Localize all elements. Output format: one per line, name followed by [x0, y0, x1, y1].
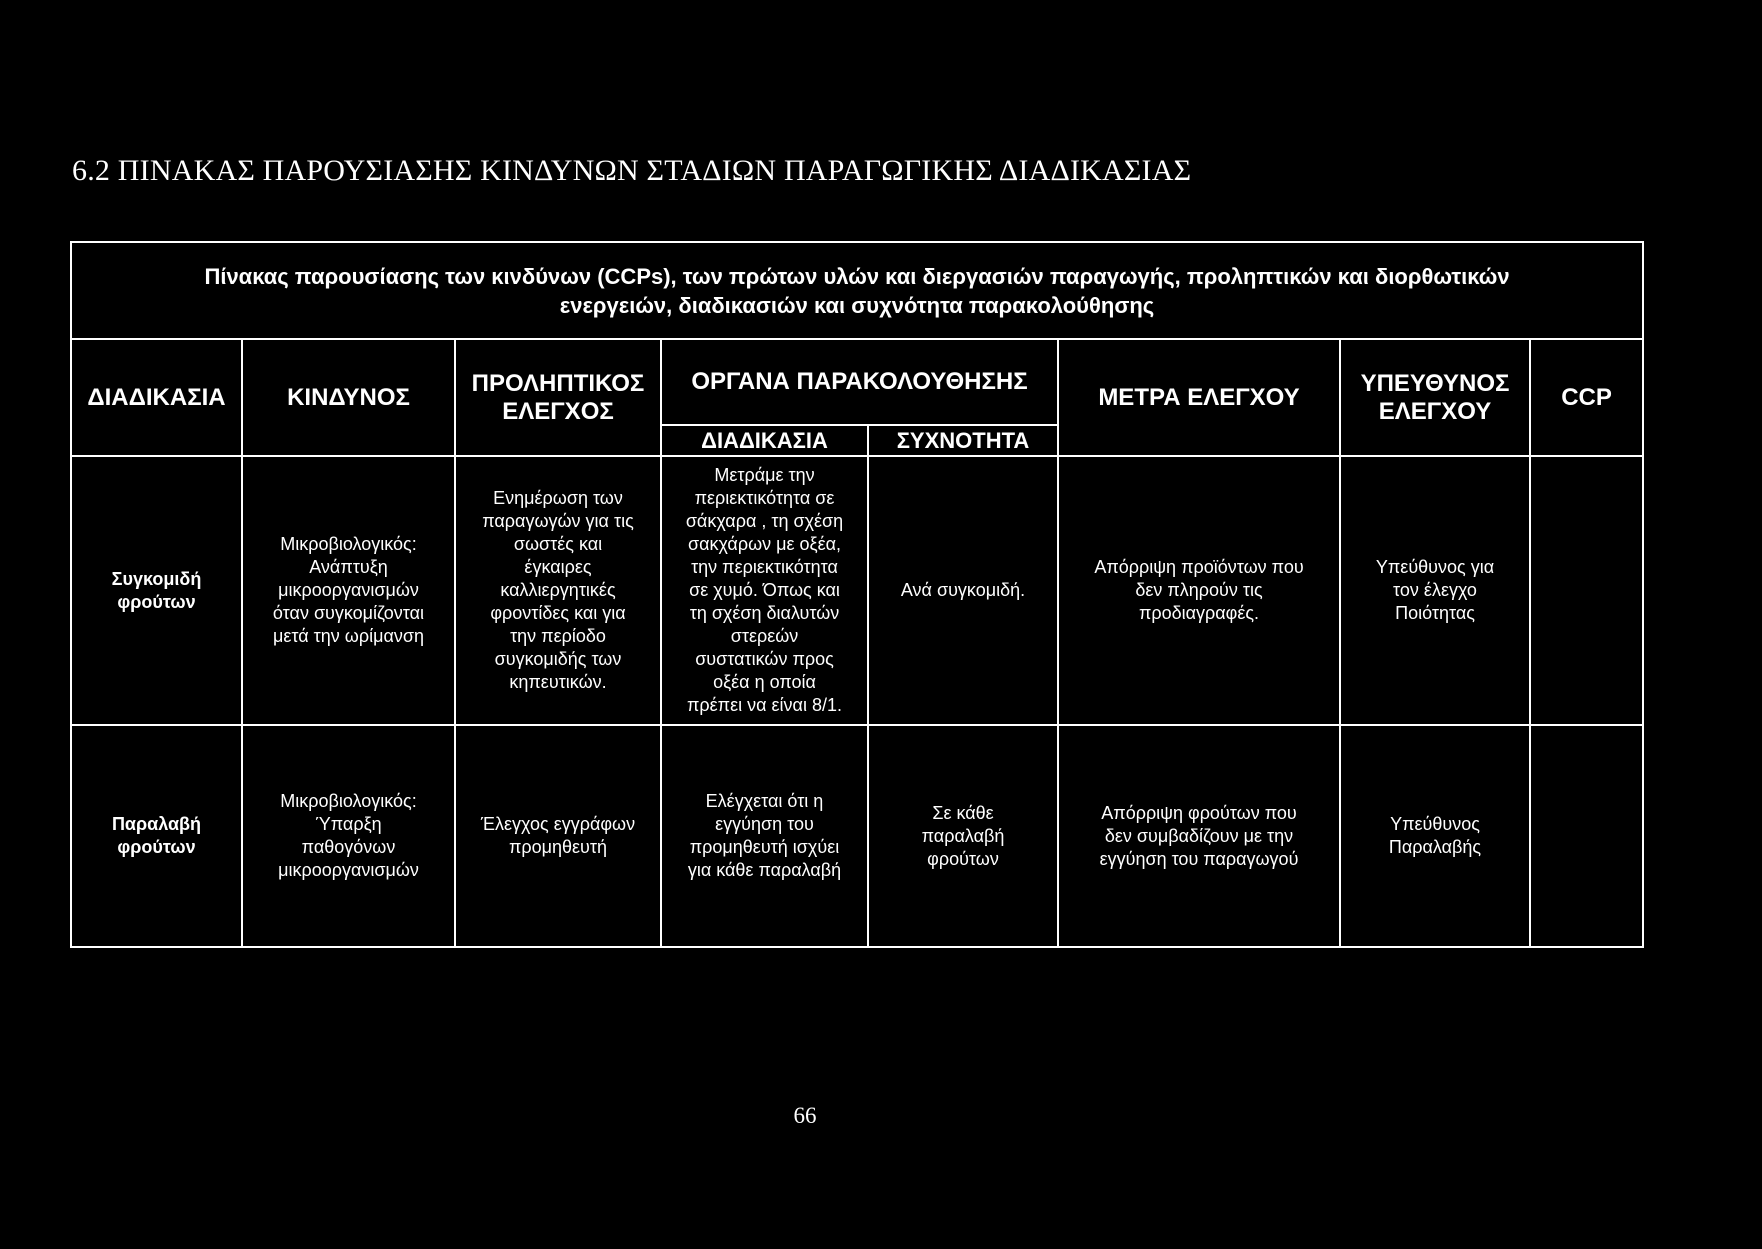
cell-line: Ενημέρωση των — [493, 488, 623, 508]
cell-line: προδιαγραφές. — [1138, 603, 1260, 623]
cell-line: σε χυμό. Όπως και — [689, 580, 840, 600]
cell-frequency — [868, 725, 1058, 947]
header-preventive-line-2: ΕΛΕΓΧΟΣ — [502, 397, 614, 425]
cell-line: μετά την ωρίμανση — [273, 626, 424, 646]
cell-ccp — [1530, 456, 1643, 725]
header-hazard: ΚΙΝΔΥΝΟΣ — [242, 339, 455, 456]
cell-line: Μετράμε την — [714, 465, 815, 485]
cell-line: παθογόνων — [301, 837, 396, 857]
cell-line: περιεκτικότητα σε — [694, 488, 835, 508]
cell-line: μικροοργανισμών — [278, 580, 419, 600]
page-heading: 6.2 ΠΙΝΑΚΑΣ ΠΑΡΟΥΣΙΑΣΗΣ ΚΙΝΔΥΝΩΝ ΣΤΑΔΙΩΝ ΠΑΡΑΓΩΓΙΚΗΣ ΔΙΑΔΙΚΑΣΙΑΣ — [72, 154, 1192, 187]
cell-line: Απόρριψη προϊόντων που — [1094, 557, 1304, 577]
cell-line: φρούτων — [927, 848, 999, 869]
page-number: 66 — [793, 1103, 817, 1128]
cell-line: σάκχαρα , τη σχέση — [685, 511, 844, 531]
cell-line: πρέπει να είναι 8/1. — [687, 695, 842, 715]
cell-line: φρούτων — [117, 591, 196, 612]
cell-preventive — [455, 456, 661, 725]
header-monitoring-procedure: ΔΙΑΔΙΚΑΣΙΑ — [661, 425, 868, 456]
cell-line: Ελέγχεται ότι η — [705, 791, 824, 811]
cell-process — [71, 725, 242, 947]
cell-line: εγγύηση του παραγωγού — [1099, 848, 1299, 869]
cell-line: στερεών — [730, 626, 799, 646]
cell-line: την περίοδο — [510, 626, 606, 646]
table-caption — [71, 242, 1643, 339]
cell-line: κηπευτικών. — [509, 672, 607, 692]
cell-line: σακχάρων με οξέα, — [687, 534, 842, 554]
header-preventive-line-1: ΠΡΟΛΗΠΤΙΚΟΣ — [471, 369, 645, 397]
header-ccp: CCP — [1530, 339, 1643, 456]
cell-procedure — [661, 456, 868, 725]
cell-line: τον έλεγχο — [1393, 580, 1477, 600]
cell-frequency — [868, 456, 1058, 725]
cell-line: Μικροβιολογικός: — [280, 791, 417, 811]
cell-line: όταν συγκομίζονται — [272, 603, 425, 623]
header-control-measures: ΜΕΤΡΑ ΕΛΕΓΧΟΥ — [1058, 339, 1340, 456]
cell-line: συγκομιδής των — [494, 649, 622, 669]
cell-line: σωστές και — [513, 534, 603, 554]
header-monitoring: ΟΡΓΑΝΑ ΠΑΡΑΚΟΛΟΥΘΗΣΗΣ — [661, 339, 1058, 425]
cell-responsible — [1340, 456, 1530, 725]
cell-line: φροντίδες και για — [490, 603, 626, 623]
header-responsible-line-2: ΕΛΕΓΧΟΥ — [1378, 397, 1492, 425]
cell-responsible — [1340, 725, 1530, 947]
cell-line: Ποιότητας — [1395, 603, 1475, 623]
cell-line: Απόρριψη φρούτων που — [1101, 802, 1297, 823]
cell-procedure — [661, 725, 868, 947]
cell-preventive — [455, 725, 661, 947]
cell-line: Σε κάθε — [932, 802, 994, 823]
hazard-table — [70, 241, 1644, 948]
cell-line: δεν πληρούν τις — [1135, 580, 1263, 600]
cell-line: συστατικών προς — [695, 649, 834, 669]
cell-line: Ανάπτυξη — [309, 557, 388, 577]
cell-line: παραγωγών για τις — [482, 511, 634, 531]
cell-line: οξέα η οποία — [713, 672, 816, 692]
cell-ccp — [1530, 725, 1643, 947]
caption-line-2: ενεργειών, διαδικασιών και συχνότητα παρακολούθησης — [559, 292, 1155, 318]
cell-line: Ανά συγκομιδή. — [900, 580, 1026, 600]
table-row — [71, 456, 1643, 725]
cell-line: δεν συμβαδίζουν με την — [1104, 825, 1294, 846]
cell-line: παραλαβή — [921, 825, 1005, 846]
header-process: ΔΙΑΔΙΚΑΣΙΑ — [71, 339, 242, 456]
cell-hazard — [242, 725, 455, 947]
header-preventive — [455, 339, 661, 456]
cell-line: Υπεύθυνος — [1390, 814, 1480, 834]
cell-line: Μικροβιολογικός: — [280, 534, 417, 554]
cell-line: Συγκομιδή — [111, 568, 202, 589]
cell-line: προμηθευτή ισχύει — [689, 837, 840, 857]
cell-line: φρούτων — [117, 837, 196, 857]
cell-line: Παραλαβής — [1388, 837, 1482, 857]
cell-line: για κάθε παραλαβή — [687, 860, 842, 880]
cell-line: καλλιεργητικές — [500, 580, 616, 600]
caption-line-1: Πίνακας παρουσίασης των κινδύνων (CCPs), των πρώτων υλών και διεργασιών παραγωγής, προληπτικών και διορθωτικών — [204, 263, 1510, 289]
cell-line: προμηθευτή — [508, 837, 608, 857]
header-responsible-line-1: ΥΠΕΥΘΥΝΟΣ — [1360, 369, 1510, 397]
cell-line: μικροοργανισμών — [278, 860, 419, 880]
cell-hazard — [242, 456, 455, 725]
header-monitoring-frequency: ΣΥΧΝΟΤΗΤΑ — [868, 425, 1058, 456]
cell-line: Υπεύθυνος για — [1375, 557, 1495, 577]
cell-measures — [1058, 456, 1340, 725]
table-row — [71, 725, 1643, 947]
cell-line: Ύπαρξη — [315, 814, 382, 834]
cell-line: την περιεκτικότητα — [691, 557, 838, 577]
cell-measures — [1058, 725, 1340, 947]
cell-line: Έλεγχος εγγράφων — [480, 814, 636, 834]
cell-line: εγγύηση του — [715, 814, 814, 834]
cell-line: τη σχέση διαλυτών — [689, 603, 840, 623]
cell-line: έγκαιρες — [524, 557, 592, 577]
cell-process — [71, 456, 242, 725]
cell-line: Παραλαβή — [111, 814, 202, 834]
header-responsible — [1340, 339, 1530, 456]
